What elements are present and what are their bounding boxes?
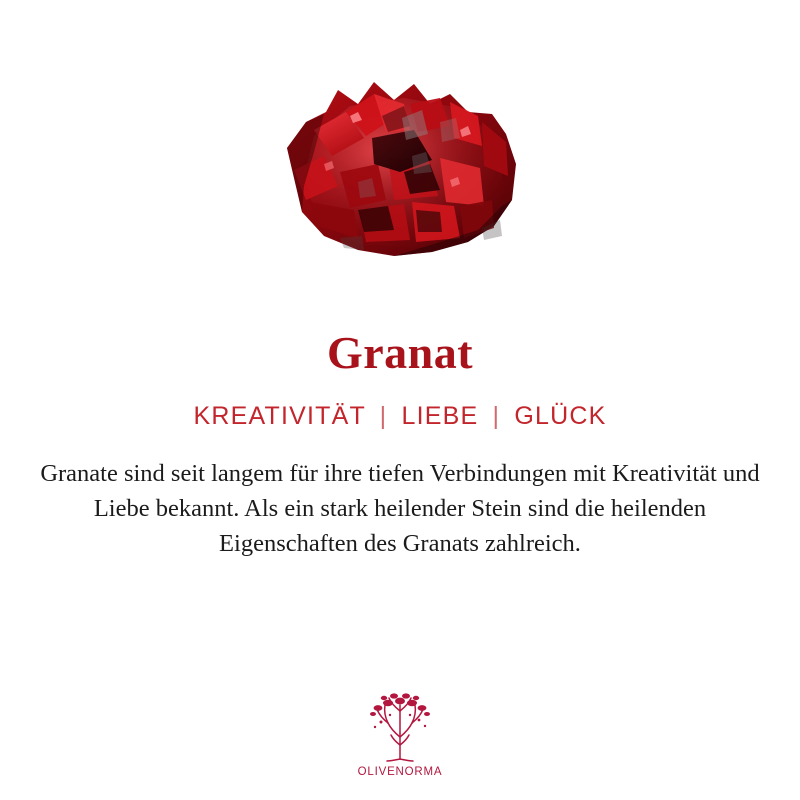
- keyword-1: KREATIVITÄT: [193, 402, 366, 430]
- keyword-3: GLÜCK: [514, 402, 607, 430]
- keyword-separator-2: |: [492, 402, 501, 430]
- gemstone-image-area: [0, 0, 800, 330]
- description-text: Granate sind seit langem für ihre tiefen Verbindungen mit Kreativität und Liebe bekannt. Als ein stark heilender Stein sind die heilenden Eigenschaften des Granats zahlreich.: [40, 460, 760, 557]
- tree-of-life-icon: [357, 689, 443, 765]
- keyword-separator-1: |: [379, 402, 388, 430]
- brand-name: OLIVENORMA: [357, 766, 443, 778]
- keyword-2: LIEBE: [401, 402, 479, 430]
- gemstone-illustration: [254, 60, 554, 280]
- keywords-row: [193, 402, 606, 431]
- granat-rough-gemstone-icon: [254, 60, 554, 280]
- page-title: Granat: [326, 327, 474, 378]
- brand-logo: [0, 689, 800, 778]
